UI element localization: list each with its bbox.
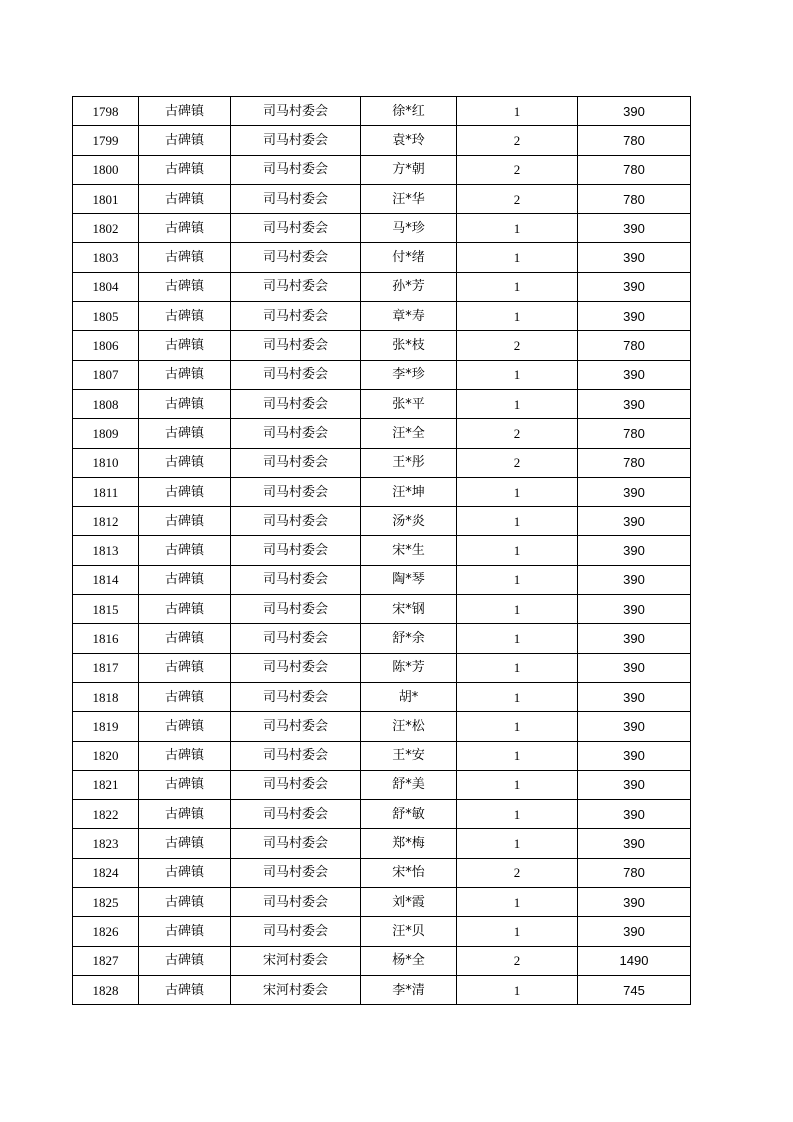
table-row bbox=[73, 389, 691, 418]
name-cell: 王*安 bbox=[361, 741, 457, 770]
town-cell: 古碑镇 bbox=[139, 858, 231, 887]
amount-cell: 390 bbox=[578, 214, 691, 243]
count-cell: 1 bbox=[457, 595, 578, 624]
count-cell: 1 bbox=[457, 389, 578, 418]
count-cell: 1 bbox=[457, 477, 578, 506]
amount-cell: 390 bbox=[578, 477, 691, 506]
name-cell: 刘*霞 bbox=[361, 888, 457, 917]
table-row bbox=[73, 712, 691, 741]
amount-cell: 390 bbox=[578, 507, 691, 536]
name-cell: 舒*余 bbox=[361, 624, 457, 653]
table-row bbox=[73, 419, 691, 448]
table-row bbox=[73, 507, 691, 536]
serial-cell: 1826 bbox=[73, 917, 139, 946]
table-row bbox=[73, 741, 691, 770]
village-cell: 司马村委会 bbox=[231, 770, 361, 799]
table-row bbox=[73, 448, 691, 477]
village-cell: 司马村委会 bbox=[231, 477, 361, 506]
town-cell: 古碑镇 bbox=[139, 536, 231, 565]
serial-cell: 1806 bbox=[73, 331, 139, 360]
table-row bbox=[73, 946, 691, 975]
amount-cell: 390 bbox=[578, 800, 691, 829]
table-row bbox=[73, 184, 691, 213]
town-cell: 古碑镇 bbox=[139, 741, 231, 770]
town-cell: 古碑镇 bbox=[139, 770, 231, 799]
serial-cell: 1815 bbox=[73, 595, 139, 624]
serial-cell: 1810 bbox=[73, 448, 139, 477]
serial-cell: 1800 bbox=[73, 155, 139, 184]
village-cell: 司马村委会 bbox=[231, 507, 361, 536]
name-cell: 袁*玲 bbox=[361, 126, 457, 155]
serial-cell: 1824 bbox=[73, 858, 139, 887]
serial-cell: 1804 bbox=[73, 272, 139, 301]
town-cell: 古碑镇 bbox=[139, 126, 231, 155]
serial-cell: 1816 bbox=[73, 624, 139, 653]
amount-cell: 780 bbox=[578, 331, 691, 360]
count-cell: 2 bbox=[457, 126, 578, 155]
amount-cell: 390 bbox=[578, 360, 691, 389]
count-cell: 1 bbox=[457, 536, 578, 565]
town-cell: 古碑镇 bbox=[139, 917, 231, 946]
town-cell: 古碑镇 bbox=[139, 653, 231, 682]
count-cell: 1 bbox=[457, 272, 578, 301]
amount-cell: 745 bbox=[578, 975, 691, 1004]
table-row bbox=[73, 214, 691, 243]
village-cell: 司马村委会 bbox=[231, 917, 361, 946]
data-table bbox=[72, 96, 691, 1005]
serial-cell: 1823 bbox=[73, 829, 139, 858]
amount-cell: 390 bbox=[578, 595, 691, 624]
village-cell: 司马村委会 bbox=[231, 565, 361, 594]
serial-cell: 1805 bbox=[73, 302, 139, 331]
name-cell: 汪*华 bbox=[361, 184, 457, 213]
town-cell: 古碑镇 bbox=[139, 624, 231, 653]
count-cell: 2 bbox=[457, 184, 578, 213]
town-cell: 古碑镇 bbox=[139, 448, 231, 477]
amount-cell: 780 bbox=[578, 126, 691, 155]
amount-cell: 390 bbox=[578, 272, 691, 301]
town-cell: 古碑镇 bbox=[139, 477, 231, 506]
village-cell: 司马村委会 bbox=[231, 595, 361, 624]
table-row bbox=[73, 155, 691, 184]
village-cell: 宋河村委会 bbox=[231, 946, 361, 975]
name-cell: 汪*全 bbox=[361, 419, 457, 448]
name-cell: 舒*美 bbox=[361, 770, 457, 799]
count-cell: 1 bbox=[457, 888, 578, 917]
count-cell: 2 bbox=[457, 946, 578, 975]
village-cell: 司马村委会 bbox=[231, 360, 361, 389]
town-cell: 古碑镇 bbox=[139, 946, 231, 975]
table-row bbox=[73, 624, 691, 653]
village-cell: 司马村委会 bbox=[231, 682, 361, 711]
name-cell: 汪*松 bbox=[361, 712, 457, 741]
count-cell: 1 bbox=[457, 829, 578, 858]
village-cell: 司马村委会 bbox=[231, 448, 361, 477]
name-cell: 张*枝 bbox=[361, 331, 457, 360]
village-cell: 司马村委会 bbox=[231, 155, 361, 184]
name-cell: 陈*芳 bbox=[361, 653, 457, 682]
serial-cell: 1798 bbox=[73, 97, 139, 126]
village-cell: 司马村委会 bbox=[231, 126, 361, 155]
town-cell: 古碑镇 bbox=[139, 829, 231, 858]
village-cell: 司马村委会 bbox=[231, 243, 361, 272]
table-row bbox=[73, 243, 691, 272]
serial-cell: 1801 bbox=[73, 184, 139, 213]
village-cell: 司马村委会 bbox=[231, 829, 361, 858]
amount-cell: 780 bbox=[578, 155, 691, 184]
town-cell: 古碑镇 bbox=[139, 800, 231, 829]
amount-cell: 390 bbox=[578, 682, 691, 711]
village-cell: 司马村委会 bbox=[231, 800, 361, 829]
village-cell: 司马村委会 bbox=[231, 536, 361, 565]
serial-cell: 1818 bbox=[73, 682, 139, 711]
table-row bbox=[73, 536, 691, 565]
amount-cell: 390 bbox=[578, 624, 691, 653]
amount-cell: 390 bbox=[578, 829, 691, 858]
village-cell: 司马村委会 bbox=[231, 419, 361, 448]
count-cell: 1 bbox=[457, 97, 578, 126]
count-cell: 1 bbox=[457, 800, 578, 829]
name-cell: 马*珍 bbox=[361, 214, 457, 243]
village-cell: 司马村委会 bbox=[231, 184, 361, 213]
town-cell: 古碑镇 bbox=[139, 360, 231, 389]
serial-cell: 1820 bbox=[73, 741, 139, 770]
name-cell: 杨*全 bbox=[361, 946, 457, 975]
amount-cell: 780 bbox=[578, 419, 691, 448]
amount-cell: 780 bbox=[578, 448, 691, 477]
count-cell: 2 bbox=[457, 331, 578, 360]
village-cell: 司马村委会 bbox=[231, 653, 361, 682]
count-cell: 1 bbox=[457, 214, 578, 243]
count-cell: 1 bbox=[457, 302, 578, 331]
town-cell: 古碑镇 bbox=[139, 712, 231, 741]
count-cell: 1 bbox=[457, 682, 578, 711]
town-cell: 古碑镇 bbox=[139, 682, 231, 711]
serial-cell: 1821 bbox=[73, 770, 139, 799]
town-cell: 古碑镇 bbox=[139, 184, 231, 213]
amount-cell: 390 bbox=[578, 565, 691, 594]
serial-cell: 1807 bbox=[73, 360, 139, 389]
amount-cell: 1490 bbox=[578, 946, 691, 975]
town-cell: 古碑镇 bbox=[139, 389, 231, 418]
town-cell: 古碑镇 bbox=[139, 302, 231, 331]
town-cell: 古碑镇 bbox=[139, 272, 231, 301]
serial-cell: 1799 bbox=[73, 126, 139, 155]
table-row bbox=[73, 653, 691, 682]
serial-cell: 1813 bbox=[73, 536, 139, 565]
count-cell: 1 bbox=[457, 565, 578, 594]
count-cell: 1 bbox=[457, 243, 578, 272]
village-cell: 司马村委会 bbox=[231, 272, 361, 301]
table-row bbox=[73, 302, 691, 331]
count-cell: 1 bbox=[457, 360, 578, 389]
table-row bbox=[73, 272, 691, 301]
name-cell: 付*绪 bbox=[361, 243, 457, 272]
serial-cell: 1802 bbox=[73, 214, 139, 243]
village-cell: 司马村委会 bbox=[231, 858, 361, 887]
name-cell: 宋*怡 bbox=[361, 858, 457, 887]
name-cell: 宋*钢 bbox=[361, 595, 457, 624]
village-cell: 司马村委会 bbox=[231, 331, 361, 360]
village-cell: 司马村委会 bbox=[231, 214, 361, 243]
village-cell: 宋河村委会 bbox=[231, 975, 361, 1004]
count-cell: 1 bbox=[457, 917, 578, 946]
serial-cell: 1814 bbox=[73, 565, 139, 594]
amount-cell: 390 bbox=[578, 917, 691, 946]
table-row bbox=[73, 565, 691, 594]
name-cell: 方*朝 bbox=[361, 155, 457, 184]
table-row bbox=[73, 331, 691, 360]
amount-cell: 780 bbox=[578, 858, 691, 887]
amount-cell: 390 bbox=[578, 97, 691, 126]
name-cell: 郑*梅 bbox=[361, 829, 457, 858]
name-cell: 徐*红 bbox=[361, 97, 457, 126]
table-row bbox=[73, 888, 691, 917]
amount-cell: 390 bbox=[578, 302, 691, 331]
count-cell: 1 bbox=[457, 975, 578, 1004]
serial-cell: 1817 bbox=[73, 653, 139, 682]
village-cell: 司马村委会 bbox=[231, 888, 361, 917]
count-cell: 2 bbox=[457, 419, 578, 448]
name-cell: 张*平 bbox=[361, 389, 457, 418]
town-cell: 古碑镇 bbox=[139, 888, 231, 917]
amount-cell: 390 bbox=[578, 243, 691, 272]
count-cell: 2 bbox=[457, 448, 578, 477]
amount-cell: 390 bbox=[578, 712, 691, 741]
village-cell: 司马村委会 bbox=[231, 97, 361, 126]
name-cell: 李*珍 bbox=[361, 360, 457, 389]
table-row bbox=[73, 975, 691, 1004]
serial-cell: 1811 bbox=[73, 477, 139, 506]
table-row bbox=[73, 800, 691, 829]
name-cell: 王*彤 bbox=[361, 448, 457, 477]
serial-cell: 1812 bbox=[73, 507, 139, 536]
town-cell: 古碑镇 bbox=[139, 595, 231, 624]
table-row bbox=[73, 770, 691, 799]
count-cell: 1 bbox=[457, 770, 578, 799]
serial-cell: 1808 bbox=[73, 389, 139, 418]
name-cell: 孙*芳 bbox=[361, 272, 457, 301]
town-cell: 古碑镇 bbox=[139, 243, 231, 272]
name-cell: 李*清 bbox=[361, 975, 457, 1004]
table-row bbox=[73, 858, 691, 887]
town-cell: 古碑镇 bbox=[139, 975, 231, 1004]
name-cell: 舒*敏 bbox=[361, 800, 457, 829]
name-cell: 陶*琴 bbox=[361, 565, 457, 594]
count-cell: 2 bbox=[457, 858, 578, 887]
table-row bbox=[73, 477, 691, 506]
amount-cell: 780 bbox=[578, 184, 691, 213]
town-cell: 古碑镇 bbox=[139, 507, 231, 536]
name-cell: 宋*生 bbox=[361, 536, 457, 565]
count-cell: 1 bbox=[457, 507, 578, 536]
name-cell: 汪*坤 bbox=[361, 477, 457, 506]
village-cell: 司马村委会 bbox=[231, 741, 361, 770]
serial-cell: 1828 bbox=[73, 975, 139, 1004]
count-cell: 1 bbox=[457, 741, 578, 770]
count-cell: 1 bbox=[457, 653, 578, 682]
town-cell: 古碑镇 bbox=[139, 331, 231, 360]
town-cell: 古碑镇 bbox=[139, 214, 231, 243]
table-row bbox=[73, 360, 691, 389]
count-cell: 2 bbox=[457, 155, 578, 184]
serial-cell: 1827 bbox=[73, 946, 139, 975]
name-cell: 汤*炎 bbox=[361, 507, 457, 536]
table-body bbox=[73, 97, 691, 1005]
table-row bbox=[73, 126, 691, 155]
serial-cell: 1803 bbox=[73, 243, 139, 272]
serial-cell: 1822 bbox=[73, 800, 139, 829]
table-row bbox=[73, 917, 691, 946]
amount-cell: 390 bbox=[578, 741, 691, 770]
amount-cell: 390 bbox=[578, 536, 691, 565]
table-row bbox=[73, 595, 691, 624]
table-row bbox=[73, 829, 691, 858]
count-cell: 1 bbox=[457, 712, 578, 741]
village-cell: 司马村委会 bbox=[231, 302, 361, 331]
amount-cell: 390 bbox=[578, 770, 691, 799]
name-cell: 胡* bbox=[361, 682, 457, 711]
town-cell: 古碑镇 bbox=[139, 155, 231, 184]
town-cell: 古碑镇 bbox=[139, 565, 231, 594]
amount-cell: 390 bbox=[578, 389, 691, 418]
village-cell: 司马村委会 bbox=[231, 712, 361, 741]
serial-cell: 1819 bbox=[73, 712, 139, 741]
village-cell: 司马村委会 bbox=[231, 624, 361, 653]
village-cell: 司马村委会 bbox=[231, 389, 361, 418]
count-cell: 1 bbox=[457, 624, 578, 653]
table-row bbox=[73, 97, 691, 126]
amount-cell: 390 bbox=[578, 653, 691, 682]
amount-cell: 390 bbox=[578, 888, 691, 917]
town-cell: 古碑镇 bbox=[139, 97, 231, 126]
name-cell: 汪*贝 bbox=[361, 917, 457, 946]
town-cell: 古碑镇 bbox=[139, 419, 231, 448]
serial-cell: 1825 bbox=[73, 888, 139, 917]
name-cell: 章*寿 bbox=[361, 302, 457, 331]
serial-cell: 1809 bbox=[73, 419, 139, 448]
table-row bbox=[73, 682, 691, 711]
